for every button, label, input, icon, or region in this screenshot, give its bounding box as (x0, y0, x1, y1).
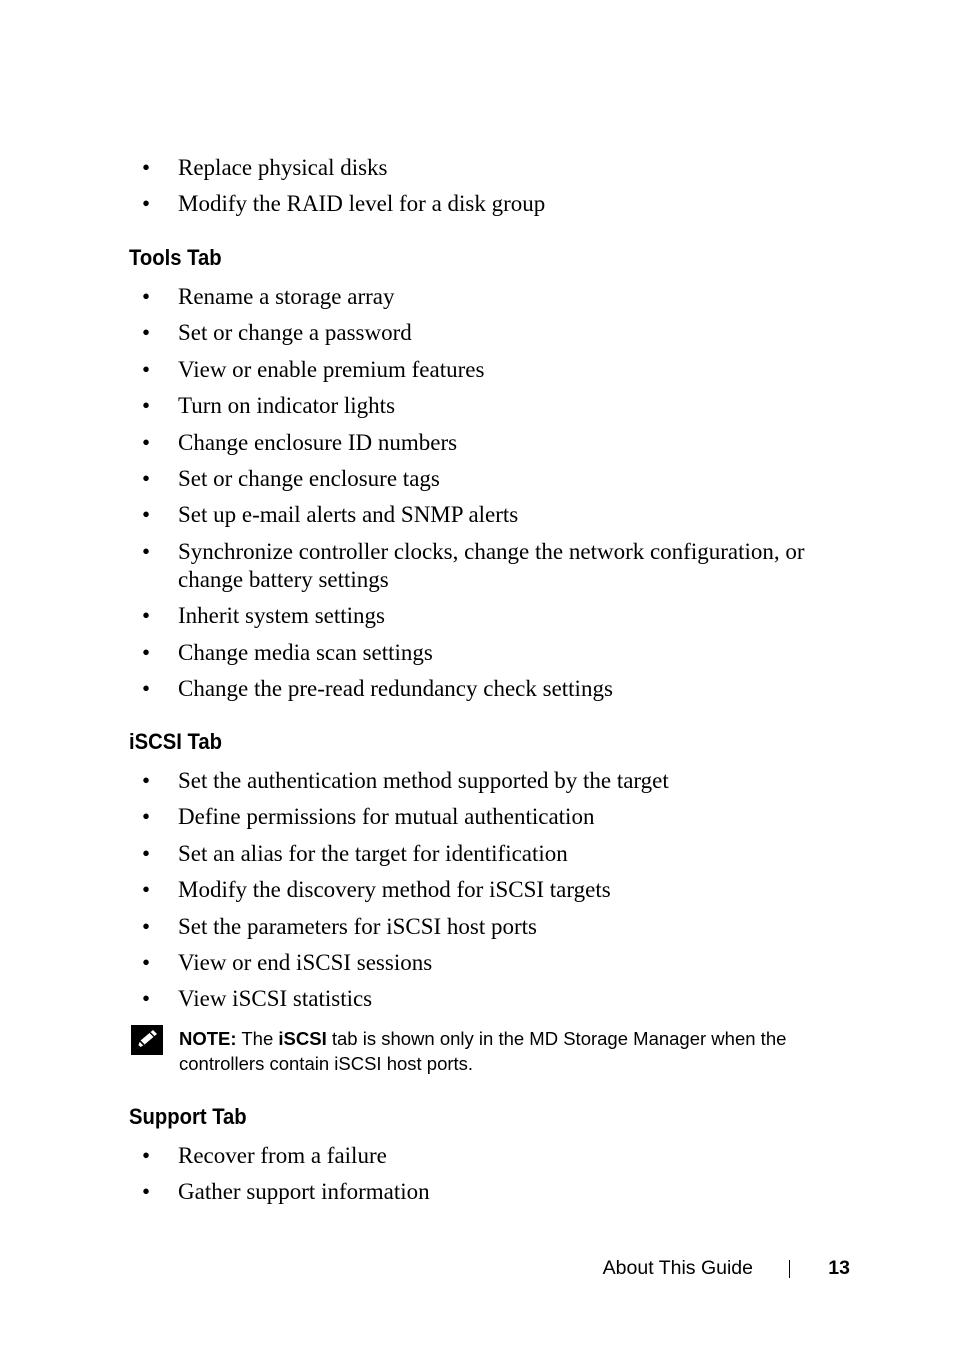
list-item-text: View or end iSCSI sessions (178, 949, 433, 975)
list-item-text: Synchronize controller clocks, change the network configuration, or change battery settings (178, 538, 805, 592)
bullet: • (141, 603, 151, 629)
list-item (0, 602, 818, 630)
bullet: • (141, 804, 151, 830)
list-item (0, 283, 818, 311)
list-item (0, 319, 818, 347)
list-item-text: Rename a storage array (178, 284, 395, 309)
note-pencil-icon (131, 1025, 163, 1055)
footer-title: About This Guide (602, 1257, 753, 1279)
list-item-text: Recover from a failure (178, 1143, 387, 1168)
bullet: • (141, 768, 151, 793)
page-footer (0, 1255, 954, 1283)
bullet: • (141, 840, 151, 866)
list-item (0, 985, 818, 1013)
bullet: • (141, 913, 151, 939)
list-item-text: Set up e-mail alerts and SNMP alerts (178, 502, 519, 528)
bullet: • (141, 1143, 151, 1168)
list-item (0, 949, 818, 977)
bullet: • (141, 502, 151, 528)
list-item (0, 876, 818, 904)
list-item-text: Change enclosure ID numbers (178, 429, 458, 455)
tools-tab-heading: Tools Tab (129, 245, 222, 270)
page-number: 13 (828, 1257, 850, 1279)
list-item-text: Set or change a password (178, 320, 412, 346)
bullet: • (141, 429, 151, 455)
list-item (0, 1142, 818, 1170)
list-item-text: Replace physical disks (178, 155, 388, 180)
bullet: • (141, 393, 151, 419)
note-text (179, 1026, 819, 1076)
list-item-text: View or enable premium features (178, 356, 485, 382)
note-text-part: tab is shown only in the MD Storage Manager when the controllers contain iSCSI host ports. (179, 1028, 787, 1074)
bullet: • (141, 986, 151, 1012)
iscsi-list (0, 767, 818, 1022)
tools-list (0, 283, 818, 711)
bullet: • (141, 538, 151, 564)
bullet: • (141, 877, 151, 903)
list-item-text: Gather support information (178, 1179, 430, 1205)
list-item (0, 913, 818, 941)
list-item-text: Set the authentication method supported by the target (178, 768, 669, 793)
list-item (0, 429, 818, 457)
list-item (0, 803, 818, 831)
list-item-text: Inherit system settings (178, 603, 385, 629)
intro-list (0, 154, 818, 227)
bullet: • (141, 675, 151, 701)
list-item (0, 465, 818, 493)
list-item-text: Set or change enclosure tags (178, 465, 440, 491)
list-item (0, 1178, 818, 1206)
list-item-text: Define permissions for mutual authentication (178, 804, 595, 830)
support-list (0, 1142, 818, 1215)
list-item-text: Set an alias for the target for identification (178, 840, 568, 866)
list-item (0, 392, 818, 420)
list-item (0, 154, 818, 182)
list-item-text: Modify the RAID level for a disk group (178, 191, 546, 217)
bullet: • (141, 284, 151, 309)
iscsi-tab-heading: iSCSI Tab (129, 729, 222, 754)
list-item-text: Set the parameters for iSCSI host ports (178, 913, 538, 939)
list-item-text: Turn on indicator lights (178, 393, 396, 419)
support-tab-heading: Support Tab (129, 1104, 247, 1129)
bullet: • (141, 320, 151, 346)
note-label: NOTE: (179, 1028, 237, 1049)
list-item (0, 767, 818, 795)
list-item (0, 538, 818, 594)
note-text-part: The (236, 1028, 279, 1049)
list-item-text: Modify the discovery method for iSCSI targets (178, 877, 611, 903)
bullet: • (141, 465, 151, 491)
list-item (0, 190, 818, 218)
bullet: • (141, 949, 151, 975)
list-item (0, 356, 818, 384)
bullet: • (141, 155, 151, 180)
list-item (0, 501, 818, 529)
bullet: • (141, 191, 151, 217)
list-item (0, 840, 818, 868)
bullet: • (141, 356, 151, 382)
bullet: • (141, 1179, 151, 1205)
list-item-text: Change media scan settings (178, 639, 433, 665)
footer-divider (789, 1260, 790, 1278)
list-item (0, 639, 818, 667)
note-emphasis: iSCSI (278, 1028, 327, 1049)
bullet: • (141, 639, 151, 665)
list-item-text: Change the pre-read redundancy check settings (178, 675, 613, 701)
list-item (0, 675, 818, 703)
list-item-text: View iSCSI statistics (178, 986, 373, 1012)
